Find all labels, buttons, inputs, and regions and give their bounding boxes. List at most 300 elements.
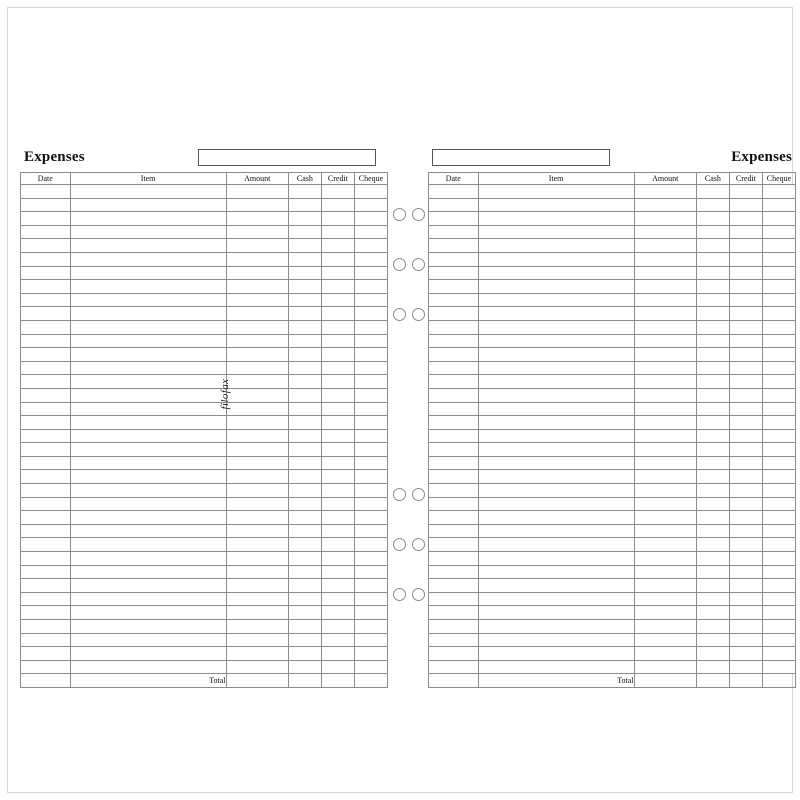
cell-item[interactable] bbox=[70, 552, 226, 566]
cell-item[interactable] bbox=[478, 647, 634, 661]
cell-cash[interactable] bbox=[288, 552, 321, 566]
cell-amount[interactable] bbox=[226, 334, 288, 348]
cell-amount[interactable] bbox=[634, 212, 696, 226]
cell-item[interactable] bbox=[478, 252, 634, 266]
cell-date[interactable] bbox=[429, 497, 479, 511]
cell-amount[interactable] bbox=[634, 361, 696, 375]
cell-cheque[interactable] bbox=[354, 280, 387, 294]
cell-date[interactable] bbox=[429, 239, 479, 253]
cell-amount[interactable] bbox=[226, 484, 288, 498]
cell-date[interactable] bbox=[21, 239, 71, 253]
cell-date[interactable] bbox=[21, 633, 71, 647]
cell-cash[interactable] bbox=[696, 606, 729, 620]
cell-amount[interactable] bbox=[226, 388, 288, 402]
cell-item[interactable] bbox=[70, 266, 226, 280]
cell-amount[interactable] bbox=[634, 552, 696, 566]
cell-cheque[interactable] bbox=[354, 198, 387, 212]
cell-item[interactable] bbox=[70, 429, 226, 443]
cell-item[interactable] bbox=[70, 565, 226, 579]
cell-credit[interactable] bbox=[729, 320, 762, 334]
cell-cheque[interactable] bbox=[354, 579, 387, 593]
cell-item[interactable] bbox=[70, 252, 226, 266]
cell-amount[interactable] bbox=[634, 633, 696, 647]
cell-amount[interactable] bbox=[226, 606, 288, 620]
cell-cash[interactable] bbox=[696, 497, 729, 511]
cell-item[interactable] bbox=[70, 212, 226, 226]
cell-credit[interactable] bbox=[729, 552, 762, 566]
cell-item[interactable] bbox=[70, 524, 226, 538]
cell-cheque[interactable] bbox=[762, 375, 795, 389]
cell-cheque[interactable] bbox=[762, 620, 795, 634]
cell-amount[interactable] bbox=[634, 538, 696, 552]
cell-item[interactable] bbox=[478, 592, 634, 606]
cell-credit[interactable] bbox=[729, 606, 762, 620]
cell-date[interactable] bbox=[21, 320, 71, 334]
cell-cheque[interactable] bbox=[762, 524, 795, 538]
cell-amount[interactable] bbox=[226, 293, 288, 307]
cell-cash[interactable] bbox=[696, 361, 729, 375]
cell-cheque[interactable] bbox=[354, 185, 387, 199]
cell-cash[interactable] bbox=[696, 212, 729, 226]
cell-date[interactable] bbox=[21, 198, 71, 212]
cell-amount[interactable] bbox=[226, 579, 288, 593]
cell-credit[interactable] bbox=[321, 620, 354, 634]
cell-credit[interactable] bbox=[321, 185, 354, 199]
cell-date[interactable] bbox=[21, 470, 71, 484]
cell-cash[interactable] bbox=[288, 538, 321, 552]
cell-cash[interactable] bbox=[696, 334, 729, 348]
cell-item[interactable] bbox=[70, 592, 226, 606]
cell-amount[interactable] bbox=[226, 429, 288, 443]
cell-credit[interactable] bbox=[321, 484, 354, 498]
cell-credit[interactable] bbox=[729, 497, 762, 511]
cell-date[interactable] bbox=[429, 388, 479, 402]
cell-cash[interactable] bbox=[696, 660, 729, 674]
cell-cheque[interactable] bbox=[762, 633, 795, 647]
cell-credit[interactable] bbox=[729, 375, 762, 389]
cell-date[interactable] bbox=[21, 511, 71, 525]
cell-cash[interactable] bbox=[288, 647, 321, 661]
cell-cheque[interactable] bbox=[762, 348, 795, 362]
cell-credit[interactable] bbox=[321, 402, 354, 416]
cell-cash[interactable] bbox=[696, 633, 729, 647]
cell-item[interactable] bbox=[478, 307, 634, 321]
cell-credit[interactable] bbox=[321, 320, 354, 334]
cell-credit[interactable] bbox=[729, 185, 762, 199]
cell-date[interactable] bbox=[429, 402, 479, 416]
cell-cash[interactable] bbox=[696, 307, 729, 321]
cell-cheque[interactable] bbox=[762, 592, 795, 606]
cell-amount[interactable] bbox=[226, 443, 288, 457]
cell-credit[interactable] bbox=[321, 633, 354, 647]
cell-cheque[interactable] bbox=[354, 388, 387, 402]
cell-amount[interactable] bbox=[226, 511, 288, 525]
total-cash-cell[interactable] bbox=[696, 674, 729, 688]
cell-cheque[interactable] bbox=[762, 606, 795, 620]
cell-credit[interactable] bbox=[729, 660, 762, 674]
cell-credit[interactable] bbox=[729, 524, 762, 538]
cell-amount[interactable] bbox=[226, 592, 288, 606]
cell-credit[interactable] bbox=[321, 266, 354, 280]
cell-amount[interactable] bbox=[634, 293, 696, 307]
cell-amount[interactable] bbox=[634, 348, 696, 362]
cell-cheque[interactable] bbox=[354, 484, 387, 498]
cell-cheque[interactable] bbox=[354, 606, 387, 620]
cell-date[interactable] bbox=[429, 198, 479, 212]
cell-amount[interactable] bbox=[226, 620, 288, 634]
cell-cash[interactable] bbox=[696, 416, 729, 430]
cell-cheque[interactable] bbox=[354, 252, 387, 266]
cell-cash[interactable] bbox=[696, 293, 729, 307]
cell-amount[interactable] bbox=[226, 552, 288, 566]
cell-amount[interactable] bbox=[226, 320, 288, 334]
cell-cash[interactable] bbox=[288, 620, 321, 634]
cell-date[interactable] bbox=[21, 293, 71, 307]
cell-date[interactable] bbox=[21, 443, 71, 457]
cell-item[interactable] bbox=[70, 579, 226, 593]
cell-item[interactable] bbox=[70, 402, 226, 416]
cell-cheque[interactable] bbox=[354, 470, 387, 484]
cell-cheque[interactable] bbox=[354, 552, 387, 566]
cell-credit[interactable] bbox=[729, 361, 762, 375]
cell-cash[interactable] bbox=[288, 293, 321, 307]
cell-credit[interactable] bbox=[729, 348, 762, 362]
cell-item[interactable] bbox=[478, 579, 634, 593]
cell-credit[interactable] bbox=[729, 239, 762, 253]
cell-cheque[interactable] bbox=[354, 212, 387, 226]
cell-amount[interactable] bbox=[226, 524, 288, 538]
cell-cheque[interactable] bbox=[354, 320, 387, 334]
cell-credit[interactable] bbox=[729, 212, 762, 226]
cell-item[interactable] bbox=[70, 239, 226, 253]
cell-cheque[interactable] bbox=[354, 443, 387, 457]
cell-date[interactable] bbox=[429, 524, 479, 538]
cell-item[interactable] bbox=[70, 606, 226, 620]
cell-cash[interactable] bbox=[288, 225, 321, 239]
cell-date[interactable] bbox=[21, 252, 71, 266]
cell-credit[interactable] bbox=[729, 416, 762, 430]
cell-cash[interactable] bbox=[696, 443, 729, 457]
cell-credit[interactable] bbox=[729, 565, 762, 579]
cell-item[interactable] bbox=[478, 497, 634, 511]
cell-cash[interactable] bbox=[288, 185, 321, 199]
cell-date[interactable] bbox=[429, 185, 479, 199]
month-write-in-field[interactable] bbox=[432, 149, 610, 166]
cell-cash[interactable] bbox=[288, 565, 321, 579]
cell-cheque[interactable] bbox=[762, 212, 795, 226]
cell-cheque[interactable] bbox=[762, 402, 795, 416]
cell-credit[interactable] bbox=[321, 538, 354, 552]
cell-credit[interactable] bbox=[729, 429, 762, 443]
cell-date[interactable] bbox=[21, 620, 71, 634]
cell-amount[interactable] bbox=[634, 388, 696, 402]
cell-credit[interactable] bbox=[321, 429, 354, 443]
cell-cheque[interactable] bbox=[762, 470, 795, 484]
total-amount-cell[interactable] bbox=[226, 674, 288, 688]
cell-item[interactable] bbox=[478, 633, 634, 647]
cell-cash[interactable] bbox=[288, 361, 321, 375]
cell-cash[interactable] bbox=[696, 198, 729, 212]
cell-item[interactable] bbox=[478, 280, 634, 294]
cell-item[interactable] bbox=[478, 620, 634, 634]
cell-item[interactable] bbox=[70, 388, 226, 402]
cell-cheque[interactable] bbox=[354, 511, 387, 525]
cell-credit[interactable] bbox=[729, 280, 762, 294]
cell-cash[interactable] bbox=[288, 484, 321, 498]
cell-item[interactable] bbox=[478, 524, 634, 538]
cell-cash[interactable] bbox=[696, 592, 729, 606]
cell-credit[interactable] bbox=[729, 620, 762, 634]
cell-cash[interactable] bbox=[288, 443, 321, 457]
cell-amount[interactable] bbox=[634, 497, 696, 511]
cell-credit[interactable] bbox=[321, 239, 354, 253]
cell-cheque[interactable] bbox=[762, 660, 795, 674]
cell-cheque[interactable] bbox=[762, 552, 795, 566]
cell-cheque[interactable] bbox=[762, 185, 795, 199]
total-cash-cell[interactable] bbox=[288, 674, 321, 688]
cell-credit[interactable] bbox=[729, 402, 762, 416]
cell-amount[interactable] bbox=[634, 565, 696, 579]
cell-item[interactable] bbox=[478, 212, 634, 226]
cell-item[interactable] bbox=[70, 225, 226, 239]
cell-amount[interactable] bbox=[226, 402, 288, 416]
cell-cheque[interactable] bbox=[354, 348, 387, 362]
cell-item[interactable] bbox=[70, 375, 226, 389]
cell-cash[interactable] bbox=[288, 402, 321, 416]
cell-date[interactable] bbox=[21, 375, 71, 389]
cell-cash[interactable] bbox=[696, 375, 729, 389]
cell-date[interactable] bbox=[429, 484, 479, 498]
cell-credit[interactable] bbox=[321, 388, 354, 402]
cell-date[interactable] bbox=[21, 552, 71, 566]
cell-cash[interactable] bbox=[288, 280, 321, 294]
cell-cheque[interactable] bbox=[762, 456, 795, 470]
cell-amount[interactable] bbox=[226, 375, 288, 389]
cell-item[interactable] bbox=[478, 606, 634, 620]
cell-date[interactable] bbox=[429, 660, 479, 674]
cell-date[interactable] bbox=[429, 266, 479, 280]
cell-cheque[interactable] bbox=[354, 565, 387, 579]
cell-cheque[interactable] bbox=[354, 429, 387, 443]
cell-item[interactable] bbox=[70, 660, 226, 674]
cell-item[interactable] bbox=[478, 293, 634, 307]
cell-cheque[interactable] bbox=[762, 647, 795, 661]
cell-date[interactable] bbox=[21, 361, 71, 375]
cell-item[interactable] bbox=[478, 361, 634, 375]
cell-amount[interactable] bbox=[634, 606, 696, 620]
cell-cash[interactable] bbox=[696, 456, 729, 470]
cell-amount[interactable] bbox=[634, 252, 696, 266]
cell-date[interactable] bbox=[21, 388, 71, 402]
cell-date[interactable] bbox=[429, 348, 479, 362]
cell-item[interactable] bbox=[478, 185, 634, 199]
cell-amount[interactable] bbox=[634, 647, 696, 661]
cell-amount[interactable] bbox=[634, 660, 696, 674]
cell-cheque[interactable] bbox=[354, 416, 387, 430]
cell-cash[interactable] bbox=[696, 429, 729, 443]
cell-cheque[interactable] bbox=[354, 307, 387, 321]
cell-item[interactable] bbox=[478, 429, 634, 443]
cell-credit[interactable] bbox=[321, 511, 354, 525]
cell-credit[interactable] bbox=[321, 252, 354, 266]
cell-amount[interactable] bbox=[226, 497, 288, 511]
cell-date[interactable] bbox=[21, 416, 71, 430]
cell-item[interactable] bbox=[70, 307, 226, 321]
cell-amount[interactable] bbox=[634, 185, 696, 199]
cell-cash[interactable] bbox=[288, 592, 321, 606]
cell-amount[interactable] bbox=[634, 225, 696, 239]
cell-cash[interactable] bbox=[288, 511, 321, 525]
cell-date[interactable] bbox=[429, 456, 479, 470]
cell-credit[interactable] bbox=[729, 470, 762, 484]
cell-credit[interactable] bbox=[321, 307, 354, 321]
cell-cash[interactable] bbox=[696, 388, 729, 402]
cell-amount[interactable] bbox=[226, 538, 288, 552]
cell-cash[interactable] bbox=[288, 348, 321, 362]
cell-cash[interactable] bbox=[288, 198, 321, 212]
cell-amount[interactable] bbox=[226, 185, 288, 199]
cell-date[interactable] bbox=[429, 579, 479, 593]
cell-cash[interactable] bbox=[288, 212, 321, 226]
cell-date[interactable] bbox=[21, 660, 71, 674]
cell-amount[interactable] bbox=[226, 470, 288, 484]
cell-cheque[interactable] bbox=[354, 402, 387, 416]
cell-date[interactable] bbox=[429, 565, 479, 579]
cell-item[interactable] bbox=[70, 620, 226, 634]
cell-cash[interactable] bbox=[696, 266, 729, 280]
cell-cash[interactable] bbox=[288, 266, 321, 280]
cell-amount[interactable] bbox=[226, 307, 288, 321]
cell-amount[interactable] bbox=[634, 280, 696, 294]
cell-date[interactable] bbox=[429, 212, 479, 226]
cell-cheque[interactable] bbox=[354, 334, 387, 348]
cell-credit[interactable] bbox=[321, 198, 354, 212]
cell-cheque[interactable] bbox=[354, 538, 387, 552]
cell-item[interactable] bbox=[478, 470, 634, 484]
cell-amount[interactable] bbox=[634, 456, 696, 470]
cell-item[interactable] bbox=[478, 565, 634, 579]
cell-cash[interactable] bbox=[288, 456, 321, 470]
total-amount-cell[interactable] bbox=[634, 674, 696, 688]
cell-amount[interactable] bbox=[226, 280, 288, 294]
cell-item[interactable] bbox=[70, 293, 226, 307]
cell-item[interactable] bbox=[70, 416, 226, 430]
cell-amount[interactable] bbox=[634, 307, 696, 321]
cell-credit[interactable] bbox=[321, 470, 354, 484]
cell-item[interactable] bbox=[478, 239, 634, 253]
cell-item[interactable] bbox=[478, 388, 634, 402]
cell-item[interactable] bbox=[478, 660, 634, 674]
cell-amount[interactable] bbox=[634, 402, 696, 416]
cell-cheque[interactable] bbox=[762, 388, 795, 402]
cell-amount[interactable] bbox=[634, 375, 696, 389]
cell-date[interactable] bbox=[429, 633, 479, 647]
cell-amount[interactable] bbox=[634, 524, 696, 538]
cell-amount[interactable] bbox=[634, 334, 696, 348]
cell-credit[interactable] bbox=[729, 484, 762, 498]
cell-cheque[interactable] bbox=[762, 443, 795, 457]
cell-date[interactable] bbox=[21, 280, 71, 294]
cell-cheque[interactable] bbox=[762, 266, 795, 280]
cell-date[interactable] bbox=[21, 565, 71, 579]
cell-cheque[interactable] bbox=[762, 334, 795, 348]
cell-credit[interactable] bbox=[321, 375, 354, 389]
cell-amount[interactable] bbox=[634, 620, 696, 634]
cell-amount[interactable] bbox=[634, 592, 696, 606]
cell-credit[interactable] bbox=[729, 225, 762, 239]
cell-cheque[interactable] bbox=[762, 484, 795, 498]
cell-credit[interactable] bbox=[321, 524, 354, 538]
cell-item[interactable] bbox=[478, 334, 634, 348]
cell-cheque[interactable] bbox=[354, 524, 387, 538]
cell-date[interactable] bbox=[21, 592, 71, 606]
cell-date[interactable] bbox=[21, 484, 71, 498]
cell-date[interactable] bbox=[21, 497, 71, 511]
cell-amount[interactable] bbox=[226, 348, 288, 362]
cell-amount[interactable] bbox=[226, 633, 288, 647]
cell-cash[interactable] bbox=[696, 538, 729, 552]
cell-cheque[interactable] bbox=[354, 592, 387, 606]
cell-cheque[interactable] bbox=[762, 565, 795, 579]
cell-credit[interactable] bbox=[729, 592, 762, 606]
cell-cheque[interactable] bbox=[354, 266, 387, 280]
cell-cash[interactable] bbox=[288, 388, 321, 402]
total-cheque-cell[interactable] bbox=[762, 674, 795, 688]
cell-cash[interactable] bbox=[696, 280, 729, 294]
cell-cash[interactable] bbox=[288, 252, 321, 266]
cell-cheque[interactable] bbox=[354, 647, 387, 661]
cell-credit[interactable] bbox=[729, 456, 762, 470]
cell-item[interactable] bbox=[478, 375, 634, 389]
cell-date[interactable] bbox=[21, 647, 71, 661]
cell-date[interactable] bbox=[429, 552, 479, 566]
cell-credit[interactable] bbox=[321, 552, 354, 566]
cell-date[interactable] bbox=[429, 361, 479, 375]
cell-cash[interactable] bbox=[288, 470, 321, 484]
cell-item[interactable] bbox=[70, 320, 226, 334]
cell-date[interactable] bbox=[21, 606, 71, 620]
cell-date[interactable] bbox=[429, 606, 479, 620]
cell-cash[interactable] bbox=[696, 348, 729, 362]
cell-cheque[interactable] bbox=[354, 660, 387, 674]
cell-credit[interactable] bbox=[321, 348, 354, 362]
cell-item[interactable] bbox=[478, 320, 634, 334]
cell-item[interactable] bbox=[478, 511, 634, 525]
cell-item[interactable] bbox=[70, 456, 226, 470]
cell-amount[interactable] bbox=[634, 443, 696, 457]
cell-credit[interactable] bbox=[729, 307, 762, 321]
cell-date[interactable] bbox=[21, 579, 71, 593]
cell-credit[interactable] bbox=[729, 252, 762, 266]
cell-cheque[interactable] bbox=[762, 293, 795, 307]
cell-item[interactable] bbox=[70, 538, 226, 552]
cell-amount[interactable] bbox=[226, 647, 288, 661]
cell-cash[interactable] bbox=[696, 620, 729, 634]
cell-item[interactable] bbox=[70, 443, 226, 457]
cell-credit[interactable] bbox=[321, 606, 354, 620]
cell-item[interactable] bbox=[70, 470, 226, 484]
cell-date[interactable] bbox=[21, 524, 71, 538]
cell-item[interactable] bbox=[70, 198, 226, 212]
cell-amount[interactable] bbox=[226, 225, 288, 239]
cell-item[interactable] bbox=[70, 280, 226, 294]
cell-cash[interactable] bbox=[696, 484, 729, 498]
total-credit-cell[interactable] bbox=[321, 674, 354, 688]
cell-date[interactable] bbox=[21, 402, 71, 416]
cell-item[interactable] bbox=[478, 225, 634, 239]
cell-cheque[interactable] bbox=[762, 239, 795, 253]
cell-cash[interactable] bbox=[288, 334, 321, 348]
